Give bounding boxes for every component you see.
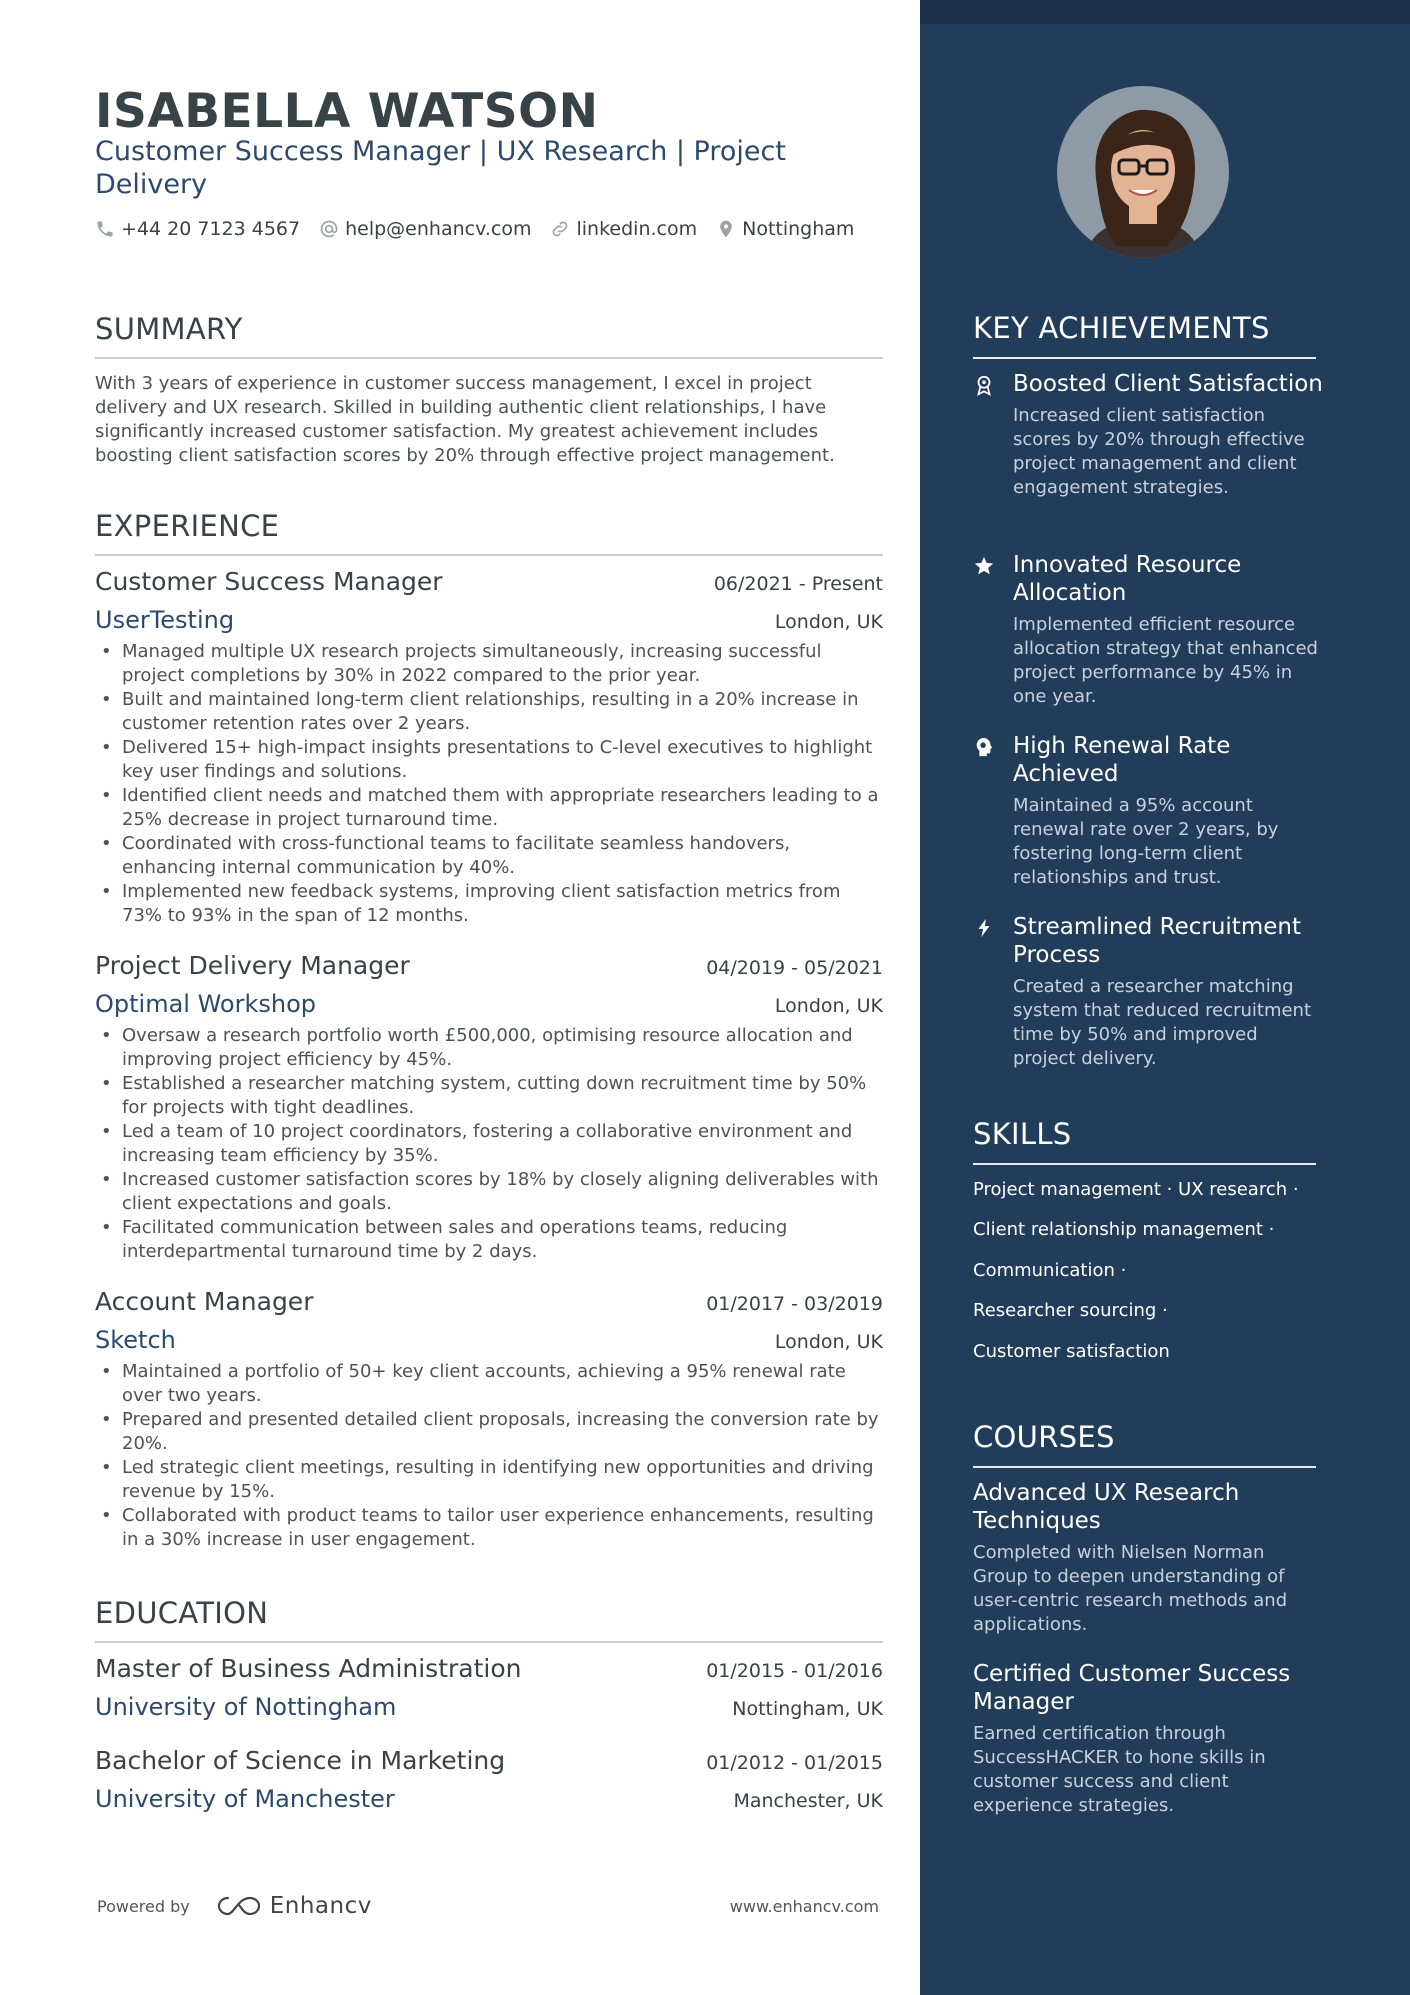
link-icon [550, 219, 570, 239]
brand-name: Enhancv [269, 1893, 372, 1919]
enhancv-logo [216, 1893, 372, 1919]
company-name: Optimal Workshop [95, 990, 316, 1018]
lightning-bolt-icon [973, 917, 995, 939]
job-bullets [95, 1360, 883, 1552]
achievement-desc: Increased client satisfaction scores by 20% through effective project management and client engagement strategies. [1013, 405, 1305, 498]
achievement-title: Boosted Client Satisfaction [1013, 371, 1323, 397]
skill-tag: Researcher sourcing · [973, 1300, 1168, 1321]
courses-heading: COURSES [973, 1420, 1115, 1454]
contact-email[interactable] [319, 218, 531, 240]
job-bullet: • Established a researcher matching system, cutting down recruitment time by 50% for projects with tight deadlines. [95, 1072, 883, 1120]
course-item [973, 1660, 1318, 1818]
education-heading: EDUCATION [95, 1596, 269, 1630]
degree-title: Bachelor of Science in Marketing [95, 1746, 506, 1775]
achievement-item [973, 370, 1323, 500]
job-bullet: • Implemented new feedback systems, improving client satisfaction metrics from 73% to 93% in the span of 12 months. [95, 880, 883, 928]
course-title: Certified Customer Success Manager [973, 1661, 1291, 1715]
job-bullet: • Led a team of 10 project coordinators, fostering a collaborative environment and increasing team efficiency by 35%. [95, 1120, 883, 1168]
job-bullet: • Led strategic client meetings, resulting in identifying new opportunities and driving revenue by 15%. [95, 1456, 883, 1504]
course-desc: Earned certification through SuccessHACKER to hone skills in customer success and client experience strategies. [973, 1723, 1266, 1816]
job-dates: 04/2019 - 05/2021 [706, 957, 883, 979]
summary-text: With 3 years of experience in customer success management, I excel in project delivery and UX research. Skilled in building authentic client relationships, I have significantly increased customer satisfaction. My greatest achievement includes boosting client satisfaction scores by 20% through effective project management. [95, 373, 835, 466]
achievement-desc: Maintained a 95% account renewal rate over 2 years, by fostering long-term client relationships and trust. [1013, 795, 1279, 888]
footer-url[interactable]: www.enhancv.com [729, 1896, 879, 1916]
education-dates: 01/2012 - 01/2015 [706, 1752, 883, 1774]
education-entry [95, 1746, 883, 1813]
job-bullet: • Maintained a portfolio of 50+ key client accounts, achieving a 95% renewal rate over two years. [95, 1360, 883, 1408]
job-dates: 06/2021 - Present [713, 573, 883, 595]
course-desc: Completed with Nielsen Norman Group to deepen understanding of user-centric research methods and applications. [973, 1542, 1288, 1635]
at-icon [319, 219, 339, 239]
job-bullet: • Facilitated communication between sales and operations teams, reducing interdepartmental turnaround time by 2 days. [95, 1216, 883, 1264]
achievement-desc: Created a researcher matching system that reduced recruitment time by 50% and improved project delivery. [1013, 976, 1312, 1069]
course-item [973, 1479, 1318, 1637]
achievements-divider [973, 357, 1316, 359]
location-text: Nottingham [742, 218, 855, 240]
achievement-title: High Renewal Rate Achieved [1013, 733, 1231, 787]
contact-bar [95, 218, 873, 240]
achievement-item [973, 551, 1323, 709]
achievement-item [973, 732, 1323, 890]
job-location: London, UK [774, 611, 883, 633]
contact-link[interactable] [550, 218, 697, 240]
job-bullet: • Managed multiple UX research projects simultaneously, increasing successful project completions by 30% in 2022 compared to the prior year. [95, 640, 883, 688]
job-bullet: • Delivered 15+ high-impact insights presentations to C-level executives to highlight key user findings and solutions. [95, 736, 883, 784]
email-text: help@enhancv.com [345, 218, 532, 240]
job-bullet: • Increased customer satisfaction scores by 18% by closely aligning deliverables with client expectations and goals. [95, 1168, 883, 1216]
skills-divider [973, 1163, 1316, 1165]
company-name: UserTesting [95, 606, 235, 634]
summary-divider [95, 357, 883, 359]
summary-heading: SUMMARY [95, 312, 243, 346]
company-name: Sketch [95, 1326, 176, 1354]
headline: Customer Success Manager | UX Research | Project Delivery [95, 136, 786, 200]
powered-by-block[interactable] [97, 1893, 372, 1919]
job-location: London, UK [774, 995, 883, 1017]
achievement-desc: Implemented efficient resource allocation strategy that enhanced project performance by 45% in one year. [1013, 614, 1318, 707]
job-entry [95, 951, 883, 1264]
education-divider [95, 1641, 883, 1643]
job-bullet: • Built and maintained long-term client relationships, resulting in a 20% increase in customer retention rates over 2 years. [95, 688, 883, 736]
school-name: University of Nottingham [95, 1693, 397, 1721]
star-icon [973, 555, 995, 577]
job-bullet: • Prepared and presented detailed client proposals, increasing the conversion rate by 20%. [95, 1408, 883, 1456]
contact-phone[interactable] [95, 218, 300, 240]
footer [97, 1893, 879, 1919]
job-title: Customer Success Manager [95, 567, 443, 596]
skill-tag: Communication · [973, 1260, 1127, 1281]
achievement-title: Innovated Resource Allocation [1013, 552, 1242, 606]
contact-location [716, 218, 854, 240]
job-bullets [95, 640, 883, 928]
skill-tag: Customer satisfaction [973, 1341, 1170, 1362]
education-location: Nottingham, UK [732, 1698, 883, 1720]
award-ribbon-icon [973, 374, 995, 396]
phone-text: +44 20 7123 4567 [121, 218, 301, 240]
education-location: Manchester, UK [733, 1790, 883, 1812]
sidebar-top-band [920, 0, 1410, 24]
skills-heading: SKILLS [973, 1117, 1072, 1151]
skill-tag: Project management · UX research · [973, 1179, 1299, 1200]
courses-divider [973, 1466, 1316, 1468]
achievements-heading: KEY ACHIEVEMENTS [973, 311, 1270, 345]
sidebar [920, 0, 1410, 1995]
powered-by-label: Powered by [97, 1896, 190, 1916]
skill-tag: Client relationship management · [973, 1219, 1275, 1240]
job-bullets [95, 1024, 883, 1264]
education-dates: 01/2015 - 01/2016 [706, 1660, 883, 1682]
achievement-item [973, 913, 1323, 1071]
profile-photo [1057, 86, 1229, 258]
job-entry [95, 567, 883, 928]
experience-divider [95, 554, 883, 556]
job-entry [95, 1287, 883, 1552]
experience-heading: EXPERIENCE [95, 509, 280, 543]
avatar [1057, 86, 1229, 258]
candidate-name: ISABELLA WATSON [95, 84, 599, 139]
brain-head-icon [973, 736, 995, 758]
infinity-logo-icon [216, 1894, 262, 1918]
job-bullet: • Collaborated with product teams to tailor user experience enhancements, resulting in a 30% increase in user engagement. [95, 1504, 883, 1552]
job-bullet: • Coordinated with cross-functional teams to facilitate seamless handovers, enhancing internal communication by 40%. [95, 832, 883, 880]
degree-title: Master of Business Administration [95, 1654, 522, 1683]
achievement-title: Streamlined Recruitment Process [1013, 914, 1301, 968]
link-text: linkedin.com [576, 218, 698, 240]
course-title: Advanced UX Research Techniques [973, 1480, 1240, 1534]
job-bullet: • Identified client needs and matched them with appropriate researchers leading to a 25% decrease in project turnaround time. [95, 784, 883, 832]
job-title: Account Manager [95, 1287, 314, 1316]
education-entry [95, 1654, 883, 1721]
job-dates: 01/2017 - 03/2019 [706, 1293, 883, 1315]
location-pin-icon [716, 219, 736, 239]
job-title: Project Delivery Manager [95, 951, 410, 980]
job-bullet: • Oversaw a research portfolio worth £500,000, optimising resource allocation and improving project efficiency by 45%. [95, 1024, 883, 1072]
school-name: University of Manchester [95, 1785, 395, 1813]
job-location: London, UK [774, 1331, 883, 1353]
phone-icon [95, 219, 115, 239]
